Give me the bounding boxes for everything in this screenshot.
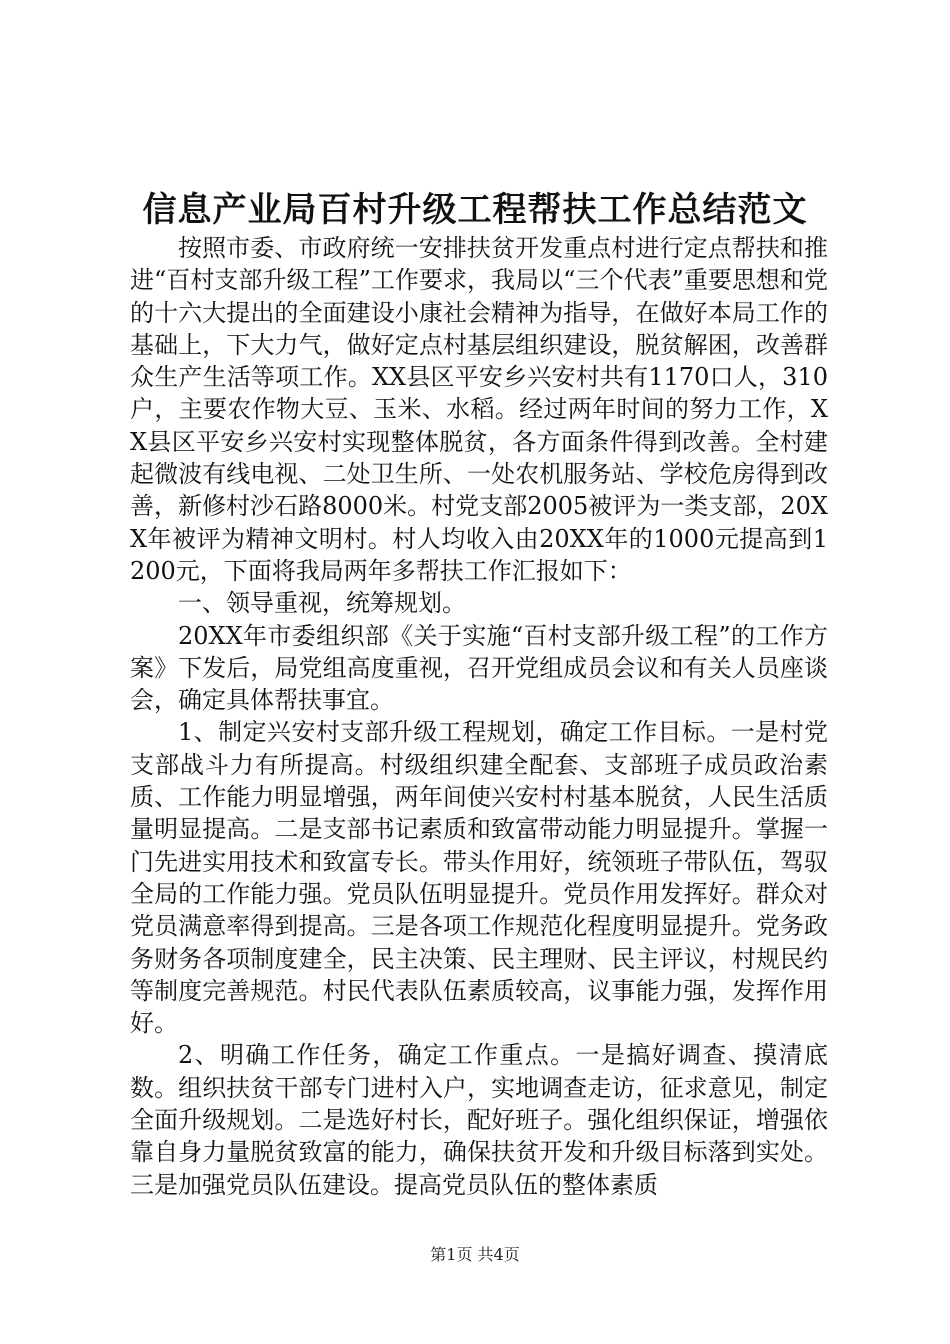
paragraph-item-2: 2、明确工作任务，确定工作重点。一是搞好调查、摸清底数。组织扶贫干部专门进村入户，实地调查走访，征求意见，制定全面升级规划。二是选好村长，配好班子。强化组织保证，增强依靠自身力量脱贫致富的能力，确保扶贫开发和升级目标落到实处。三是加强党员队伍建设。提高党员队伍的整体素质 (130, 1041, 828, 1199)
document-body (130, 232, 828, 1201)
document-title: 信息产业局百村升级工程帮扶工作总结范文 (142, 190, 808, 230)
paragraph-intro: 按照市委、市政府统一安排扶贫开发重点村进行定点帮扶和推进“百村支部升级工程”工作要求，我局以“三个代表”重要思想和党的十六大提出的全面建设小康社会精神为指导，在做好本局工作的基础上，下大力气，做好定点村基层组织建设，脱贫解困，改善群众生产生活等项工作。XX县区平安乡兴安村共有1170口人，310户，主要农作物大豆、玉米、水稻。经过两年时间的努力工作，XX县区平安乡兴安村实现整体脱贫，各方面条件得到改善。全村建起微波有线电视、二处卫生所、一处农机服务站、学校危房得到改善，新修村沙石路8000米。村党支部2005被评为一类支部，20XX年被评为精神文明村。村人均收入由20XX年的1000元提高到1200元，下面将我局两年多帮扶工作汇报如下： (130, 234, 828, 585)
paragraph-item-1: 1、制定兴安村支部升级工程规划，确定工作目标。一是村党支部战斗力有所提高。村级组织建全配套、支部班子成员政治素质、工作能力明显增强，两年间使兴安村村基本脱贫，人民生活质量明显提高。二是支部书记素质和致富带动能力明显提升。掌握一门先进实用技术和致富专长。带头作用好，统领班子带队伍，驾驭全局的工作能力强。党员队伍明显提升。党员作用发挥好。群众对党员满意率得到提高。三是各项工作规范化程度明显提升。党务政务财务各项制度建全，民主决策、民主理财、民主评议，村规民约等制度完善规范。村民代表队伍素质较高，议事能力强，发挥作用好。 (130, 718, 828, 1038)
page-number-footer: 第1页 共4页 (430, 1245, 520, 1264)
paragraph-section-intro: 20XX年市委组织部《关于实施“百村支部升级工程”的工作方案》下发后，局党组高度重视，召开党组成员会议和有关人员座谈会，确定具体帮扶事宜。 (130, 621, 828, 715)
paragraph-section-heading: 一、领导重视，统筹规划。 (178, 589, 466, 618)
